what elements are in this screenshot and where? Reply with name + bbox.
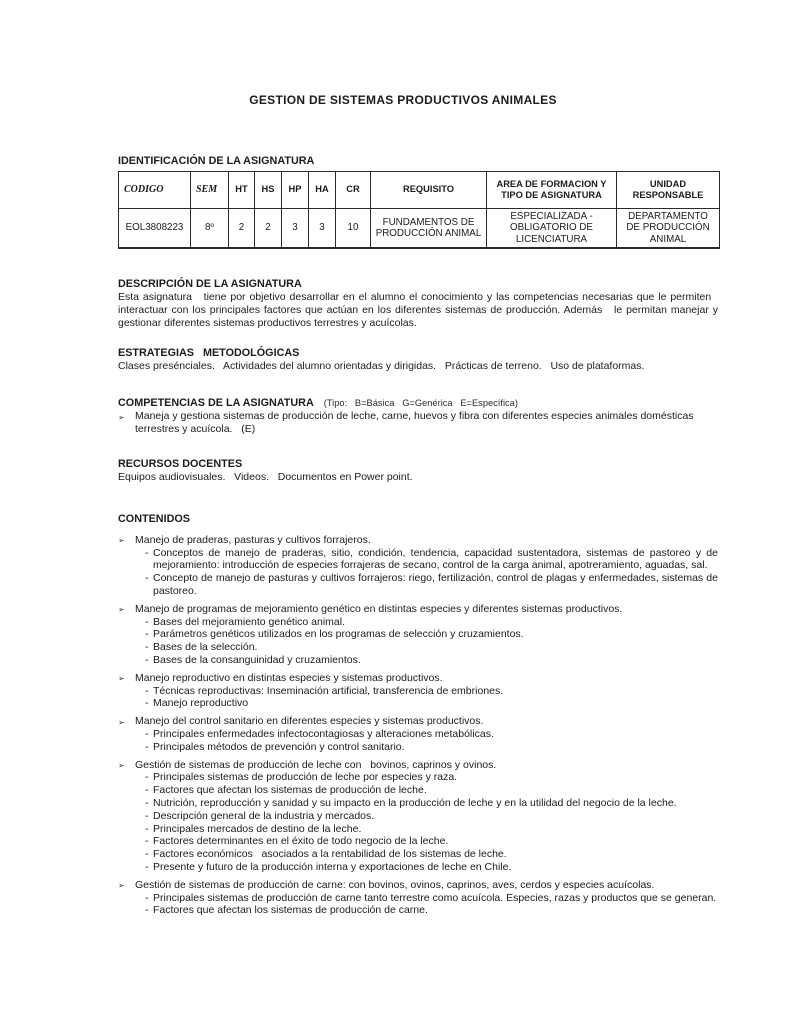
content-item-title: Manejo del control sanitario en diferentes especies y sistemas productivos. (135, 715, 484, 728)
cell-sem: 8º (191, 208, 229, 248)
content-subitem (135, 728, 718, 741)
bullet-icon: ➢ (118, 881, 125, 891)
section-strategies (118, 347, 718, 373)
dash-marker: - (145, 740, 149, 753)
content-item (118, 759, 718, 874)
dash-marker: - (145, 572, 149, 585)
content-subitem-text: Principales métodos de prevención y control sanitario. (153, 740, 405, 753)
content-subitem-text: Principales mercados de destino de la leche. (153, 822, 362, 835)
dash-marker: - (145, 728, 149, 741)
document-title: GESTION DE SISTEMAS PRODUCTIVOS ANIMALES (249, 93, 557, 107)
dash-marker: - (145, 684, 149, 697)
content-subitem-text: Factores determinantes en el éxito de todo negocio de la leche. (153, 835, 449, 848)
content-subitem (135, 823, 718, 836)
content-subitem (135, 892, 718, 905)
content-subitem-text: Factores que afectan los sistemas de producción de leche. (153, 784, 427, 797)
content-item-title: Manejo reproductivo en distintas especies y sistemas productivos. (135, 671, 443, 684)
content-subitem (135, 904, 718, 917)
cell-codigo: EOL3808223 (119, 208, 191, 248)
content-item-title: Gestión de sistemas de producción de carne: con bovinos, ovinos, caprinos, aves, cerdos y especies acuícolas. (135, 878, 655, 891)
identification-table (118, 171, 720, 250)
dash-marker: - (145, 835, 149, 848)
content-subitem (135, 784, 718, 797)
section-description (118, 278, 718, 329)
content-subitem-text: Bases de la consanguinidad y cruzamientos. (153, 654, 361, 667)
content-subitem-text: Presente y futuro de la producción interna y exportaciones de leche en Chile. (153, 861, 512, 873)
description-text: Esta asignatura tiene por objetivo desarrollar en el alumno el conocimiento y las competencias necesarias que le permiten interactuar con los principales factores que actúan en los diferentes sistemas de producción. Además le permitan manejar y gestionar diferentes sistemas productivos terrestres y acuícolas. (118, 291, 718, 329)
content-item (118, 603, 718, 667)
content-subitem (135, 741, 718, 754)
cell-cr: 10 (336, 208, 371, 248)
cell-hp: 3 (282, 208, 309, 248)
bullet-icon: ➢ (118, 674, 125, 684)
dash-marker: - (145, 697, 149, 710)
resources-text: Equipos audiovisuales. Videos. Documentos en Power point. (118, 471, 413, 484)
content-subitem-text: Concepto de manejo de pasturas y cultivos forrajeros: riego, fertilización, control de plagas y enfermedades, sistemas de pastoreo. (153, 572, 718, 598)
cell-area-formacion: ESPECIALIZADA - OBLIGATORIO DE LICENCIATURA (487, 208, 617, 248)
content-subitem-text: Conceptos de manejo de praderas, sitio, condición, tendencia, capacidad sustentadora, sistemas de pastoreo y de mejoramiento: introducción de especies forrajeras de secano, control de la carga animal, apotreramiento, aguadas, sal. (153, 546, 718, 572)
section-heading-recursos: RECURSOS DOCENTES (118, 458, 243, 471)
content-subitem (135, 685, 718, 698)
content-subitem-text: Bases de la selección. (153, 641, 258, 654)
content-subitem-text: Factores económicos asociados a la rentabilidad de los sistemas de leche. (153, 848, 507, 861)
content-item-title: Manejo de programas de mejoramiento genético en distintas especies y diferentes sistemas productivos. (135, 602, 623, 615)
content-item (118, 534, 718, 598)
cell-ha: 3 (309, 208, 336, 248)
content-subitem (135, 861, 718, 874)
content-subitem-text: Factores que afectan los sistemas de producción de carne. (153, 904, 428, 917)
content-subitem (135, 848, 718, 861)
section-contents (118, 513, 718, 917)
content-subitem (135, 835, 718, 848)
dash-marker: - (145, 891, 149, 904)
content-subitem-text: Principales sistemas de producción de carne tanto terrestre como acuícola. Especies, razas y productos que se generan. (153, 891, 717, 904)
dash-marker: - (145, 822, 149, 835)
dash-marker: - (145, 809, 149, 822)
section-competencies (118, 397, 718, 436)
dash-marker: - (145, 861, 149, 873)
competency-item (118, 410, 718, 436)
cell-hs: 2 (255, 208, 282, 248)
bullet-icon: ➢ (118, 717, 125, 727)
content-subitem-text: Manejo reproductivo (153, 697, 249, 710)
section-resources (118, 458, 718, 484)
content-subitem (135, 547, 718, 573)
column-header-requisito: REQUISITO (371, 171, 487, 208)
content-subitem (135, 697, 718, 710)
section-identification (118, 155, 718, 250)
table-data-row (119, 208, 720, 248)
column-header-ha: HA (309, 171, 336, 208)
dash-marker: - (145, 904, 149, 917)
content-subitem-text: Bases del mejoramiento genético animal. (153, 615, 346, 628)
column-header-area-formacion: AREA DE FORMACION Y TIPO DE ASIGNATURA (487, 171, 617, 208)
content-subitem (135, 771, 718, 784)
section-heading-identificacion: IDENTIFICACIÓN DE LA ASIGNATURA (118, 154, 315, 167)
column-header-cr: CR (336, 171, 371, 208)
cell-requisito: FUNDAMENTOS DE PRODUCCIÓN ANIMAL (371, 208, 487, 248)
section-heading-competencias: COMPETENCIAS DE LA ASIGNATURA (118, 397, 314, 410)
content-subitem-text: Descripción general de la industria y mercados. (153, 809, 375, 822)
section-heading-estrategias: ESTRATEGIAS METODOLÓGICAS (118, 346, 300, 359)
column-header-hp: HP (282, 171, 309, 208)
dash-marker: - (145, 546, 149, 559)
dash-marker: - (145, 641, 149, 654)
section-heading-contenidos: CONTENIDOS (118, 512, 190, 525)
content-item (118, 715, 718, 753)
dash-marker: - (145, 797, 149, 810)
bullet-icon: ➢ (118, 536, 125, 546)
content-item-title: Gestión de sistemas de producción de leche con bovinos, caprinos y ovinos. (135, 758, 497, 771)
column-header-ht: HT (229, 171, 255, 208)
strategies-text: Clases presénciales. Actividades del alumno orientadas y dirigidas. Prácticas de terreno. Uso de plataformas. (118, 359, 645, 372)
column-header-hs: HS (255, 171, 282, 208)
content-item (118, 672, 718, 710)
content-item (118, 879, 718, 917)
dash-marker: - (145, 615, 149, 628)
content-subitem (135, 616, 718, 629)
competency-type-note: (Tipo: B=Básica G=Genérica E=Específica) (323, 398, 518, 409)
content-subitem (135, 628, 718, 641)
cell-unidad-responsable: DEPARTAMENTO DE PRODUCCIÓN ANIMAL (617, 208, 720, 248)
dash-marker: - (145, 784, 149, 797)
content-subitem-text: Parámetros genéticos utilizados en los programas de selección y cruzamientos. (153, 628, 524, 641)
dash-marker: - (145, 848, 149, 861)
content-subitem (135, 797, 718, 810)
bullet-icon: ➢ (118, 605, 125, 615)
content-subitem-text: Principales sistemas de producción de leche por especies y raza. (153, 771, 458, 784)
content-subitem-text: Técnicas reproductivas: Inseminación artificial, transferencia de embriones. (153, 684, 504, 697)
content-subitem-text: Principales enfermedades infectocontagiosas y alteraciones metabólicas. (153, 728, 494, 741)
content-subitem (135, 641, 718, 654)
content-subitem (135, 572, 718, 598)
contents-list (118, 534, 718, 917)
content-item-title: Manejo de praderas, pasturas y cultivos forrajeros. (135, 533, 371, 546)
dash-marker: - (145, 654, 149, 667)
table-header-row (119, 171, 720, 208)
content-subitem (135, 654, 718, 667)
dash-marker: - (145, 628, 149, 641)
dash-marker: - (145, 771, 149, 784)
section-heading-descripcion: DESCRIPCIÓN DE LA ASIGNATURA (118, 278, 302, 291)
competency-item-text: Maneja y gestiona sistemas de producción de leche, carne, huevos y fibra con diferentes especies animales domésticas terrestres y acuícola. (E) (135, 410, 694, 436)
column-header-unidad-responsable: UNIDAD RESPONSABLE (617, 171, 720, 208)
bullet-icon: ➢ (118, 761, 125, 771)
content-subitem (135, 810, 718, 823)
cell-ht: 2 (229, 208, 255, 248)
column-header-codigo: CODIGO (119, 171, 191, 208)
column-header-sem: SEM (191, 171, 229, 208)
content-subitem-text: Nutrición, reproducción y sanidad y su impacto en la producción de leche y en la utilidad del negocio de la leche. (153, 797, 677, 810)
bullet-icon: ➢ (118, 412, 125, 422)
